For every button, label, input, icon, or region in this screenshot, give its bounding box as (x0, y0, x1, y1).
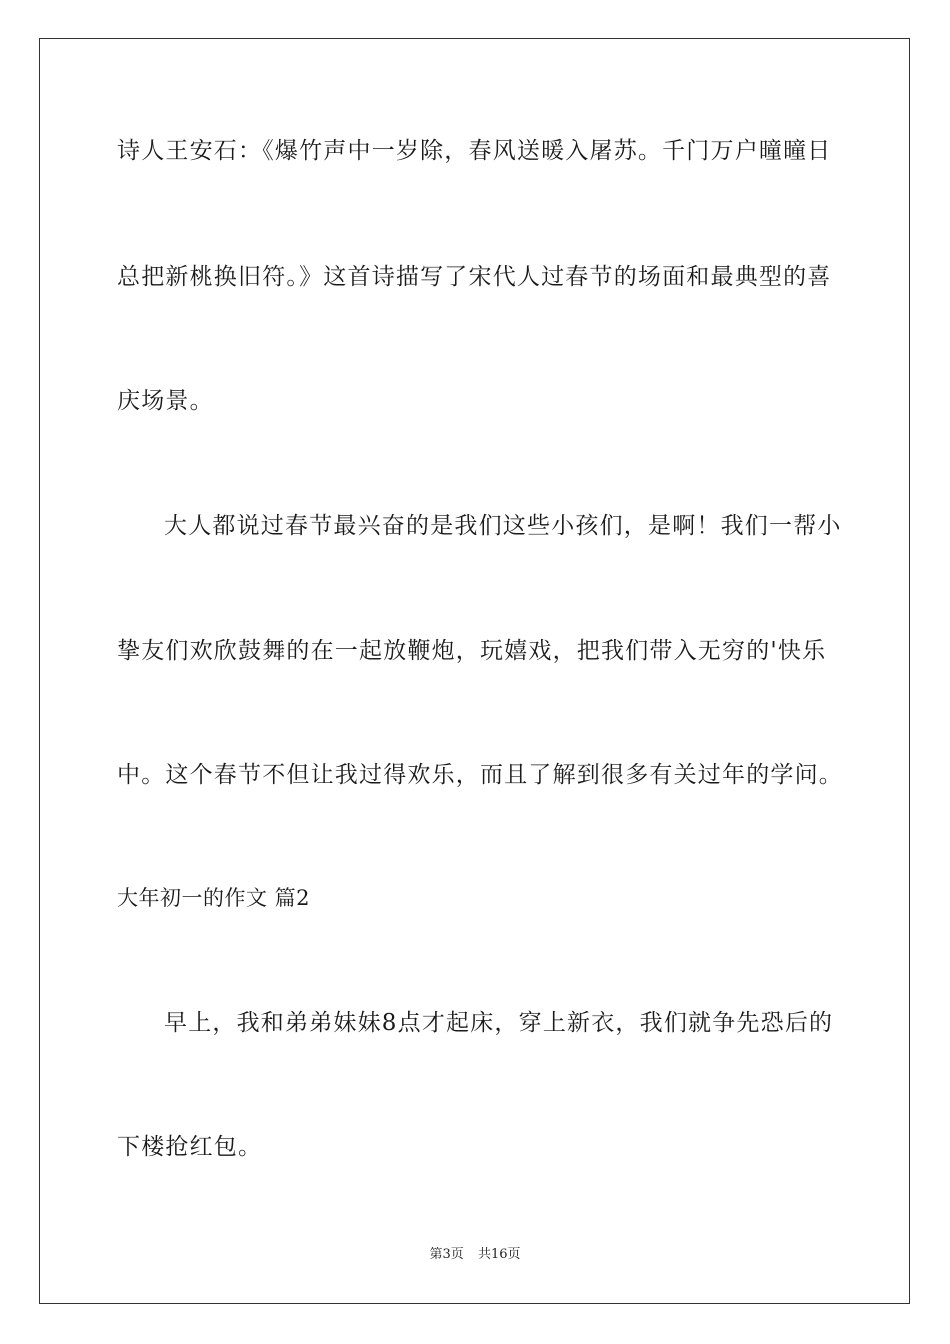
paragraph-2-line-1: 大人都说过春节最兴奋的是我们这些小孩们，是啊！我们一帮小 (164, 513, 842, 539)
paragraph-1-line-2: 总把新桃换旧符。》这首诗描写了宋代人过春节的场面和最典型的喜 (117, 264, 832, 290)
page-number-current: 第3页 (429, 1247, 464, 1262)
page-number-total: 共16页 (477, 1247, 521, 1262)
paragraph-1-line-3: 庆场景。 (117, 388, 214, 414)
paragraph-2-line-3: 中。这个春节不但让我过得欢乐，而且了解到很多有关过年的学问。 (117, 762, 843, 788)
paragraph-1-line-1: 诗人王安石：《爆竹声中一岁除，春风送暖入屠苏。千门万户曈曈日 (117, 138, 832, 164)
page-footer (0, 1246, 950, 1264)
paragraph-2-line-2: 挚友们欢欣鼓舞的在一起放鞭炮，玩嬉戏，把我们带入无穷的'快乐 (117, 638, 827, 664)
page-border (39, 38, 910, 1304)
paragraph-3-line-2: 下楼抢红包。 (117, 1134, 263, 1160)
paragraph-3-line-1: 早上，我和弟弟妹妹8点才起床，穿上新衣，我们就争先恐后的 (164, 1010, 834, 1036)
section-heading: 大年初一的作文 篇2 (117, 886, 311, 910)
